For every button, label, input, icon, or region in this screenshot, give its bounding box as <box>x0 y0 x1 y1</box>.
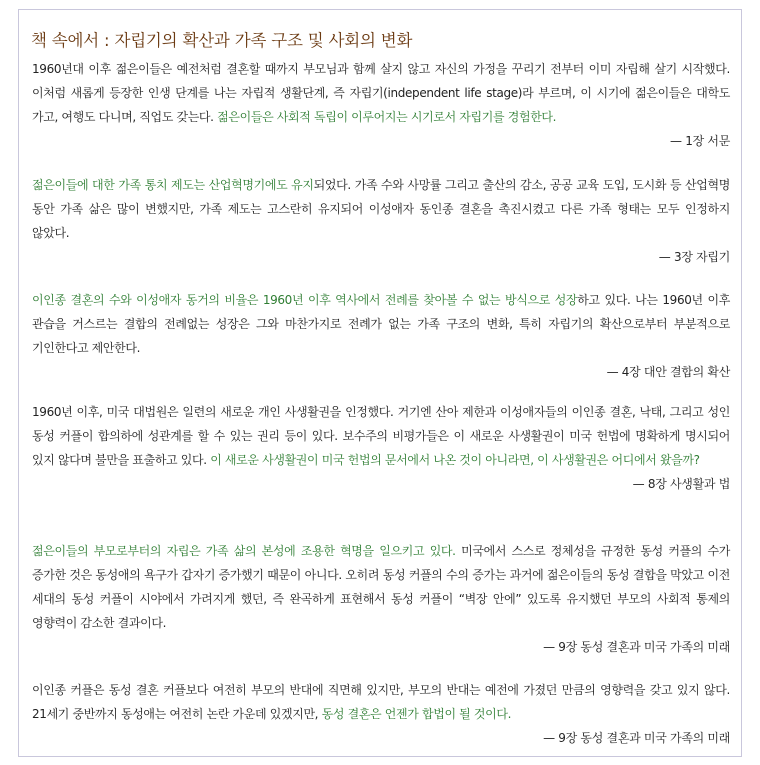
excerpt-section-5 <box>32 539 730 659</box>
chapter-source: — 8장 사생활과 법 <box>632 477 730 491</box>
chapter-source: — 3장 자립기 <box>658 250 730 264</box>
highlight-segment: 젊은이들은 사회적 독립이 이루어지는 시기로서 자립기를 경험한다. <box>217 110 557 124</box>
excerpt-paragraph <box>32 678 730 726</box>
excerpt-section-4 <box>32 400 730 496</box>
chapter-source: — 9장 동성 결혼과 미국 가족의 미래 <box>543 640 730 654</box>
text-segment: 1960년 이후, 미국 대법원은 일련의 새로운 개인 사생활권을 인정했다. 거기엔 산아 제한과 이성애자들의 이인종 결혼, 낙태, 그리고 성인 동성 커플이 합의하에 성관계를 할 수 있는 권리 등이 있다. 보수주의 비평가들은 이 새로운 사생활권이 미국 헌법에 명확하게 명시되어 있지 않다며 불만을 표출하고 있다. <box>32 405 730 467</box>
text-segment: 미국에서 스스로 정체성을 규정한 동성 커플의 수가 증가한 것은 동성애의 욕구가 갑자기 증가했기 때문이 아니다. 오히려 동성 커플의 수의 증가는 과거에 젊은이들의 동성 결합을 막았고 이전 세대의 동성 커플이 시야에서 가려지게 했던, 즉 완곡하게 표현해서 동성 커플이 “벽장 안에” 있도록 유지했던 부모의 사회적 통제의 영향력이 감소한 결과이다. <box>32 544 730 630</box>
excerpt-paragraph <box>32 57 730 129</box>
excerpt-section-2 <box>32 173 730 269</box>
excerpt-box <box>18 9 742 757</box>
excerpt-section-3 <box>32 288 730 384</box>
page-title: 책 속에서 : 자립기의 확산과 가족 구조 및 사회의 변화 <box>31 31 413 50</box>
text-segment: 1960년대 이후 젊은이들은 예전처럼 결혼할 때까지 부모님과 함께 살지 않고 자신의 가정을 꾸리기 전부터 이미 자립해 살기 시작했다. 이처럼 새롭게 등장한 인생 단계를 나는 자립적 생활단계, 즉 자립기(independent life stage)라 부르며, 이 시기에 젊은이들은 대학도 가고, 여행도 다니며, 직업도 갖는다. <box>32 62 730 124</box>
chapter-source: — 4장 대안 결합의 확산 <box>606 365 730 379</box>
excerpt-section-1 <box>32 57 730 153</box>
chapter-source: — 1장 서문 <box>670 134 730 148</box>
highlight-segment: 젊은이들에 대한 가족 통치 제도는 산업혁명기에도 유지 <box>32 178 314 192</box>
text-segment: 이인종 커플은 동성 결혼 커플보다 여전히 부모의 반대에 직면해 있지만, 부모의 반대는 예전에 가졌던 만큼의 영향력을 갖고 있지 않다. 21세기 중반까지 동성애는 여전히 논란 가운데 있겠지만, <box>32 683 730 721</box>
highlight-segment: 이 새로운 사생활권이 미국 헌법의 문서에서 나온 것이 아니라면, 이 사생활권은 어디에서 왔을까? <box>210 453 700 467</box>
text-segment: 되었다. 가족 수와 사망률 그리고 출산의 감소, 공공 교육 도입, 도시화 등 산업혁명 동안 가족 삶은 많이 변했지만, 가족 제도는 고스란히 유지되어 이성애자 동인종 결혼을 촉진시켰고 다른 가족 형태는 모두 인정하지 않았다. <box>32 178 731 240</box>
highlight-segment: 이인종 결혼의 수와 이성애자 동거의 비율은 1960년 이후 역사에서 전례를 찾아볼 수 없는 방식으로 성장 <box>32 293 578 307</box>
text-segment: 하고 있다. 나는 1960년 이후 관습을 거스르는 결합의 전례없는 성장은 그와 마찬가지로 전례가 없는 가족 구조의 변화, 특히 자립기의 확산으로부터 부분적으로 기인한다고 제안한다. <box>32 293 731 355</box>
excerpt-paragraph <box>32 173 730 245</box>
excerpt-paragraph <box>32 400 730 472</box>
chapter-source: — 9장 동성 결혼과 미국 가족의 미래 <box>543 731 730 745</box>
highlight-segment: 동성 결혼은 언젠가 합법이 될 것이다. <box>321 707 512 721</box>
highlight-segment: 젊은이들의 부모로부터의 자립은 가족 삶의 본성에 조용한 혁명을 일으키고 있다. <box>32 544 456 558</box>
excerpt-paragraph <box>32 288 730 360</box>
excerpt-section-6 <box>32 678 730 750</box>
excerpt-paragraph <box>32 539 730 635</box>
